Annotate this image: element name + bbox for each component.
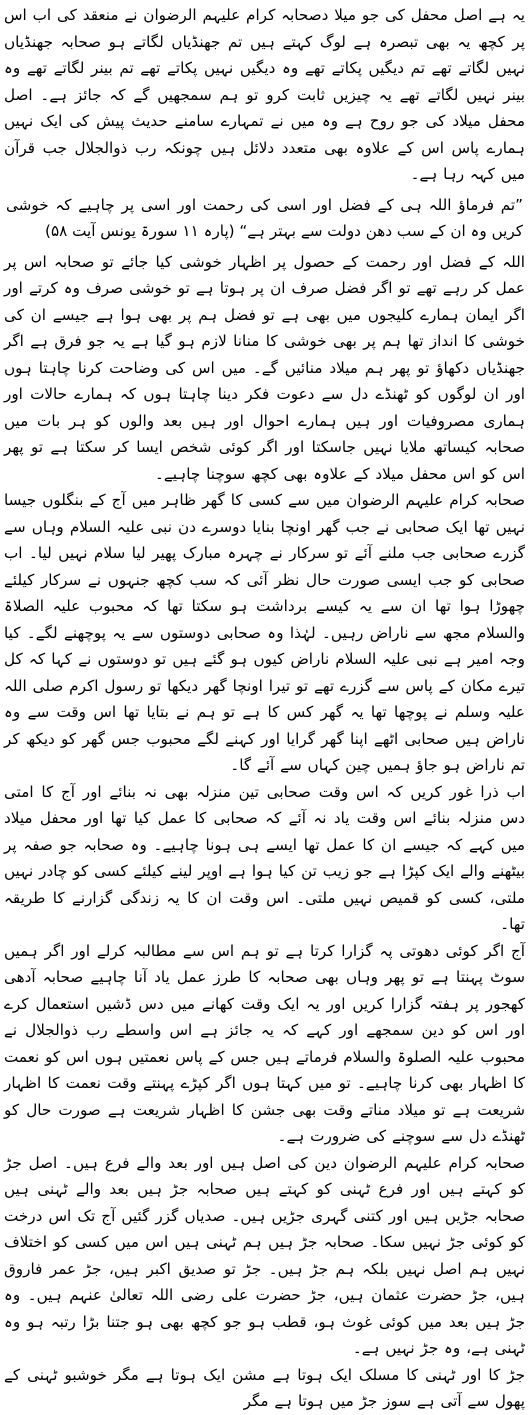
paragraph-dhoti-suit: آج اگر کوئی دھوتی پہ گزارا کرتا ہے تو ہم اس سے مطالبہ کرلے اور اگر ہمیں سوٹ پہنتا ہے تو پھر وہاں بھی صحابہ کا طرز عمل یاد آنا چاہیے صحابہ آدھی کھجور پر ہفتہ گزارا کریں اور یہ ایک وقت کھانے میں دس ڈشیں استعمال کرے اور اس کو دین سمجھے اور کہے کہ یہ جائز ہے اس واسطے رب ذوالجلال نے محبوب علیہ الصلوۃ والسلام فرماتے ہیں جس کے پاس نعمتیں ہوں اس کو نعمت کا اظہار بھی کرنا چاہیے۔ تو میں کہتا ہوں اگر کپڑے پہنتے وقت نعمت کا اظہار شریعت ہے تو میلاد مناتے وقت بھی جشن کا اظہار شریعت ہے صورت حال کو ٹھنڈے دل سے سوچنے کی ضرورت ہے۔ [4, 941, 525, 1145]
paragraph-milad-essence: یہ ہے اصل محفل کی جو میلا دصحابہ کرام علیہم الرضوان نے منعقد کی اب اس پر کچھ یہ بھی تبصرہ ہے لوگ کہتے ہیں تم جھنڈیاں لگاتے ہو صحابہ جھنڈیاں نہیں لگاتے تھے تم دیگیں پکاتے تھے وہ دیگیں نہیں پکاتے تھے تم بینر لگاتے تھے وہ بینر نہیں لگاتے تھے یہ چیزیں ثابت کرو تو ہم سمجھیں گے کہ جائز ہے۔ اصل محفل میلاد کی جو روح ہے وہ میں نے تمہارے سامنے حدیث پیش کی ایک نہیں ہمارے پاس اس کے علاوہ بھی متعدد دلائل ہیں چونکہ رب ذوالجلال جب قرآن میں کہہ رہا ہے۔ [4, 6, 525, 183]
quran-verse-quote: ”تم فرماؤ اللہ ہی کے فضل اور اسی کی رحمت اور اسی پر چاہیے کہ خوشی کریں وہ ان کے سب دھن دولت سے بہتر ہے“ (پارہ ۱۱ سورۃ یونس آیت ۵۸) [6, 195, 523, 240]
paragraph-sahabi-house: صحابہ کرام علیہم الرضوان میں سے کسی کا گھر ظاہر میں آج کے بنگلوں جیسا نہیں تھا ایک صحابی نے جب گھر اونچا بنایا دوسرے دن نبی علیہ السلام وہاں سے گزرے صحابی جب ملنے آئے تو سرکار نے چہرہ مبارک پھیر لیا سلام نہیں لیا۔ اب صحابی کو جب ایسی صورت حال نظر آئی کہ سب کچھ جنہوں نے سرکار کیلئے چھوڑا ہوا تھا ان سے یہ کیسے برداشت ہو سکتا تھا کہ محبوب علیہ الصلاۃ والسلام مجھ سے ناراض رہیں۔ لہٰذا وہ صحابی دوستوں سے یہ پوچھنے لگے۔ کیا وجہ امیر ہے نبی علیہ السلام ناراض کیوں ہو گئے ہیں تو دوستوں نے کہا کہ کل تیرے مکان کے پاس سے گزرے تھے تو تیرا اونچا گھر دیکھا تو رسول اکرم صلی اللہ علیہ وسلم نے پوچھا تھا یہ گھر کس کا ہے تو ہم نے بتایا تھا اس وقت سے وہ ناراض ہیں صحابی اٹھے اپنا گھر گرایا اور کہنے لگے محبوب جس گھر کو دیکھ کر تم ناراض ہو جاؤ ہمیں چین کہاں سے آئے گا۔ [4, 491, 525, 774]
paragraph-root-branch: صحابہ کرام علیہم الرضوان دین کی اصل ہیں اور بعد والے فرع ہیں۔ اصل جڑ کو کہتے ہیں اور فرع ٹہنی کو کہتے ہیں صحابہ جڑ ہیں بعد والے ٹہنی ہیں صحابہ جڑیں ہیں اور کتنی گہری جڑیں ہیں۔ صدیاں گزر گئیں آج تک اس درخت کو کوئی جڑ نہیں سکا۔ صحابہ جڑ ہیں ہم ٹہنی ہیں اس میں کسی کو اختلاف نہیں ہم اصل نہیں بلکہ ہم جڑ ہیں۔ جڑ تو صدیق اکبر ہیں، جڑ عمر فاروق ہیں، جڑ حضرت عثمان ہیں، جڑ حضرت علی رضی اللہ تعالیٰ عنہم ہیں۔ وہ جڑ ہیں بعد میں کوئی غوث ہو، قطب ہو جو کچھ بھی ہو جتنا بڑا رتبہ ہو وہ ٹہنی ہے، وہ جڑ نہیں ہے۔ [4, 1153, 525, 1357]
paragraph-reflection: اب ذرا غور کریں کہ اس وقت صحابی تین منزلہ بھی نہ بنائے اور آج کا امتی دس منزلہ بنائے اس وقت یاد نہ آئے کہ صحابی کا عمل کیا تھا اور محفل میلاد میں کہے کہ جیسے ان کا عمل تھا ایسے ہی ہونا چاہیے۔ وہ صحابہ جو صفہ پر بیٹھنے والے ایک کپڑا ہے جو زیب تن کیا ہوا ہے اوپر لینے کیلئے کسی کو چادر نہیں ملتی، کسی کو قمیص نہیں ملتی۔ اس وقت ان کا یہ زندگی گزارنے کا طریقہ تھا۔ [4, 782, 525, 933]
paragraph-maslak: جڑ کا اور ٹہنی کا مسلک ایک ہوتا ہے مشن ایک ہوتا ہے مگر خوشبو ٹہنی کے پھول سے آتی ہے سوز جڑ میں ہوتا ہے مگر [4, 1365, 525, 1410]
paragraph-fadl-rahmat: اللہ کے فضل اور رحمت کے حصول پر اظہار خوشی کیا جائے تو صحابہ اس پر عمل کر رہے تھے تو اگر فضل صرف ان پر ہوتا ہے تو خوشی صرف وہ کرتے اور اگر ایمان ہمارے کلیجوں میں بھی ہے تو فضل ہم پر بھی ہوا ہے جیسے ان کی خوشی کا انداز تھا ہم پر بھی خوشی کا منانا لازم ہو گیا ہے یہ جو فرق ہے اگر جھنڈیاں دکھاؤ تو پھر ہم میلاد منائیں گے۔ میں اس کی وضاحت کرنا چاہتا ہوں اور ان لوگوں کو ٹھنڈے دل سے دعوت فکر دینا چاہتا ہوں کہ ہمارے حالات اور ہماری مصروفیات اور ہیں ہمارے احوال اور ہیں بعد والوں کو ہر بات میں صحابہ کیساتھ ملایا نہیں جاسکتا اور اگر کوئی شخص ایسا کر سکتا ہے تو پھر اس کو اس محفل میلاد کے علاوہ بھی کچھ سوچنا چاہیے۔ [4, 252, 525, 483]
